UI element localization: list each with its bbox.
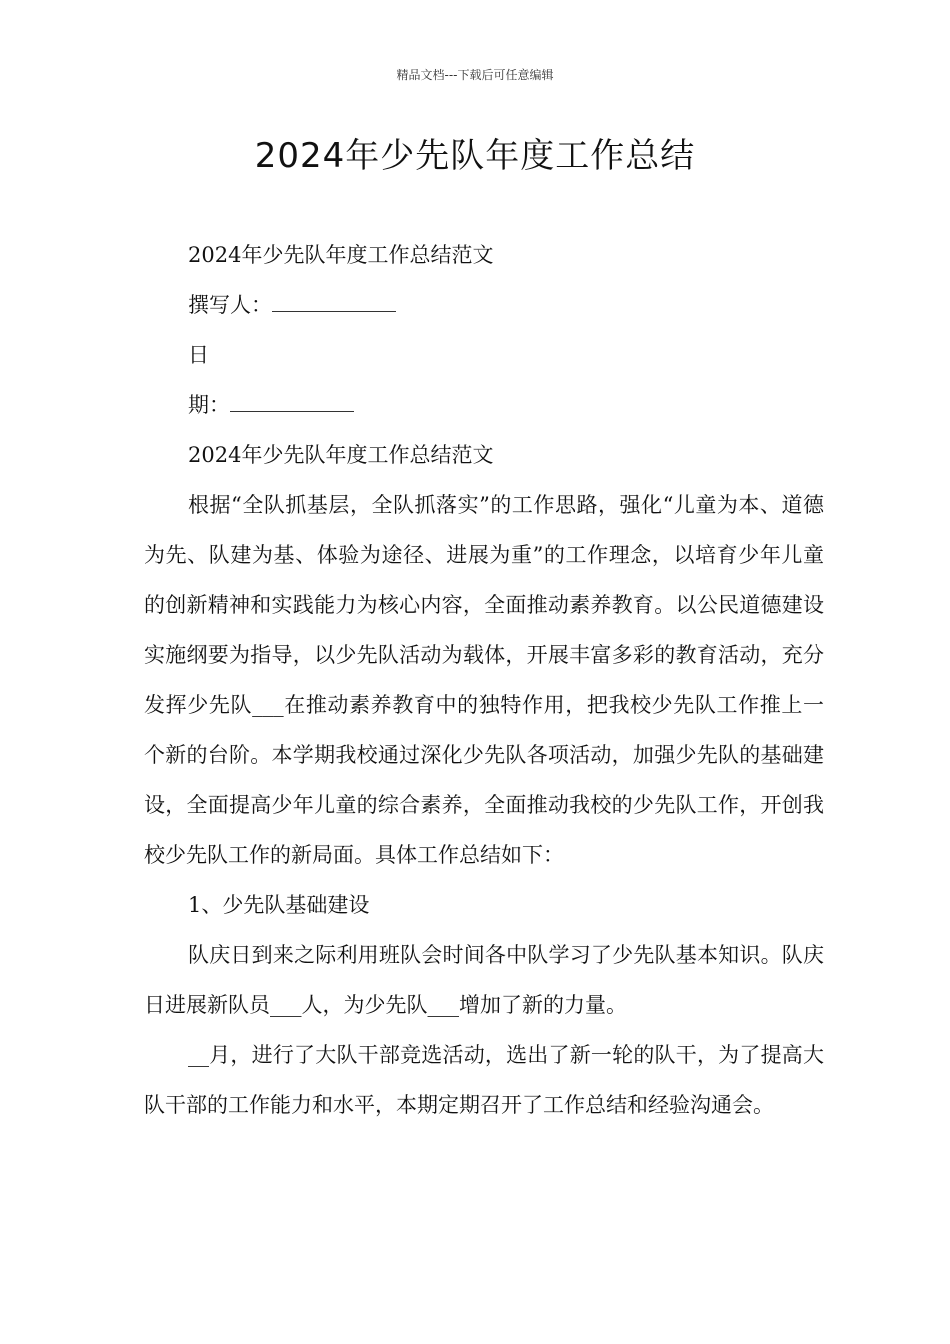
page-title: 2024年少先队年度工作总结 (254, 136, 696, 176)
author-line (144, 280, 824, 330)
paragraph-team-day: 队庆日到来之际利用班队会时间各中队学习了少先队基本知识。队庆日进展新队员___人，为少先队___增加了新的力量。 (144, 943, 824, 1017)
author-blank (272, 285, 396, 312)
subtitle-line: 2024年少先队年度工作总结范文 (188, 243, 494, 267)
date-line (144, 380, 824, 430)
section-heading: 1、少先队基础建设 (188, 893, 370, 917)
date-label: 期： (188, 393, 230, 417)
author-label: 撰写人： (188, 293, 272, 317)
paragraph-intro: 根据“全队抓基层，全队抓落实”的工作思路，强化“儿童为本、道德为先、队建为基、体验为途径、进展为重”的工作理念，以培育少年儿童的创新精神和实践能力为核心内容，全面推动素养教育。以公民道德建设实施纲要为指导，以少先队活动为载体，开展丰富多彩的教育活动，充分发挥少先队___在推动素养教育中的独特作用，把我校少先队工作推上一个新的台阶。本学期我校通过深化少先队各项活动，加强少先队的基础建设，全面提高少年儿童的综合素养，全面推动我校的少先队工作，开创我校少先队工作的新局面。具体工作总结如下： (144, 493, 824, 867)
date-blank (230, 385, 354, 412)
header-note: 精品文档---下载后可任意编辑 (396, 68, 554, 82)
date-label-line-1: 日 (188, 343, 209, 367)
paragraph-cadre-election: __月，进行了大队干部竞选活动，选出了新一轮的队干，为了提高大队干部的工作能力和水平，本期定期召开了工作总结和经验沟通会。 (144, 1043, 824, 1117)
document-body (144, 230, 824, 1130)
subtitle-line-2: 2024年少先队年度工作总结范文 (188, 443, 494, 467)
